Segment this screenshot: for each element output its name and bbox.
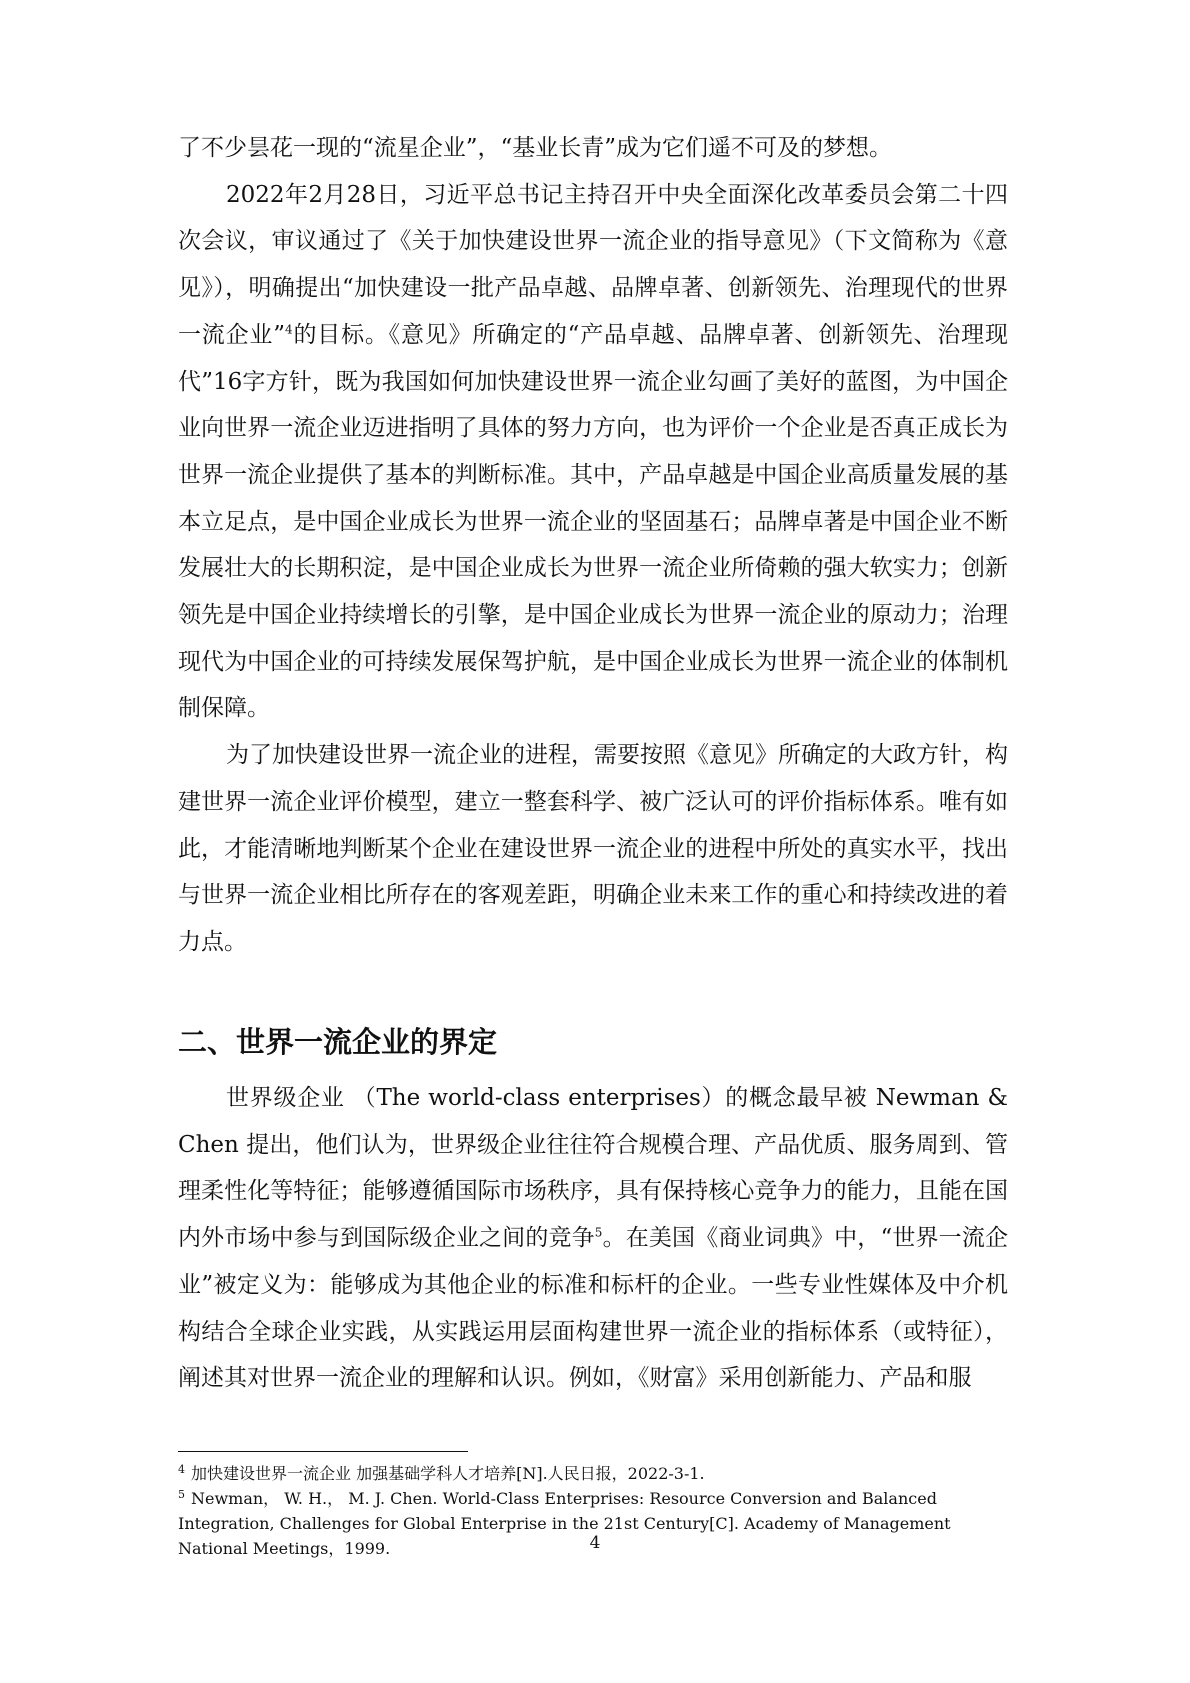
footnote-text: Newman， W. H.， M. J. Chen. World-Class Enterprises: Resource Conversion and Balanced Integration, Challenges for Global Enterprise in the 21st Century[C]. Academy of Management National Meetings，1999.	[178, 1489, 951, 1558]
footnote-divider	[178, 1451, 468, 1452]
footnote-item	[178, 1461, 1008, 1486]
footnote-ref-5[interactable]: 5	[594, 1225, 603, 1240]
footnote-mark: 5	[178, 1487, 185, 1501]
paragraph-directive	[178, 172, 1008, 732]
footnote-mark: 4	[178, 1462, 185, 1476]
section2-body	[178, 1075, 1008, 1402]
paragraph-directive-text: 2022年2月28日，习近平总书记主持召开中央全面深化改革委员会第二十四次会议，审议通过了《关于加快建设世界一流企业的指导意见》（下文简称为《意见》），明确提出“加快建设一批产品卓越、品牌卓著、创新领先、治理现代的世界一流企业”	[178, 181, 1008, 348]
paragraph-definition-text-rest: 。在美国《商业词典》中，“世界一流企业”被定义为：能够成为其他企业的标准和标杆的企业。一些专业性媒体及中介机构结合全球企业实践，从实践运用层面构建世界一流企业的指标体系（或特征），阐述其对世界一流企业的理解和认识。例如，《财富》采用创新能力、产品和服	[178, 1225, 1008, 1392]
paragraph-definition-text: 世界级企业 （The world-class enterprises）的概念最早被 Newman & Chen 提出，他们认为，世界级企业往往符合规模合理、产品优质、服务周到、管理柔性化等特征；能够遵循国际市场秩序，具有保持核心竞争力的能力，且能在国内外市场中参与到国际级企业之间的竞争	[178, 1085, 1008, 1252]
footnote-text: 加快建设世界一流企业 加强基础学科人才培养[N].人民日报，2022-3-1.	[191, 1464, 705, 1483]
paragraph-continued: 了不少昙花一现的“流星企业”，“基业长青”成为它们遥不可及的梦想。	[178, 135, 893, 161]
paragraph-evaluation: 为了加快建设世界一流企业的进程，需要按照《意见》所确定的大政方针，构建世界一流企业评价模型，建立一整套科学、被广泛认可的评价指标体系。唯有如此，才能清晰地判断某个企业在建设世界一流企业的进程中所处的真实水平，找出与世界一流企业相比所存在的客观差距，明确企业未来工作的重心和持续改进的着力点。	[178, 742, 1008, 955]
section-heading: 二、世界一流企业的界定	[178, 1025, 498, 1059]
section1-body	[178, 125, 1008, 966]
footnote-ref-4[interactable]: 4	[285, 322, 293, 337]
paragraph-directive-text-rest: 的目标。《意见》所确定的“产品卓越、品牌卓著、创新领先、治理现代”16字方针，既为我国如何加快建设世界一流企业勾画了美好的蓝图，为中国企业向世界一流企业迈进指明了具体的努力方向，也为评价一个企业是否真正成长为世界一流企业提供了基本的判断标准。其中，产品卓越是中国企业高质量发展的基本立足点，是中国企业成长为世界一流企业的坚固基石；品牌卓著是中国企业不断发展壮大的长期积淀，是中国企业成长为世界一流企业所倚赖的强大软实力；创新领先是中国企业持续增长的引擎，是中国企业成长为世界一流企业的原动力；治理现代为中国企业的可持续发展保驾护航，是中国企业成长为世界一流企业的体制机制保障。	[178, 321, 1008, 722]
page-number: 4	[589, 1533, 601, 1553]
paragraph-definition	[178, 1075, 1008, 1402]
